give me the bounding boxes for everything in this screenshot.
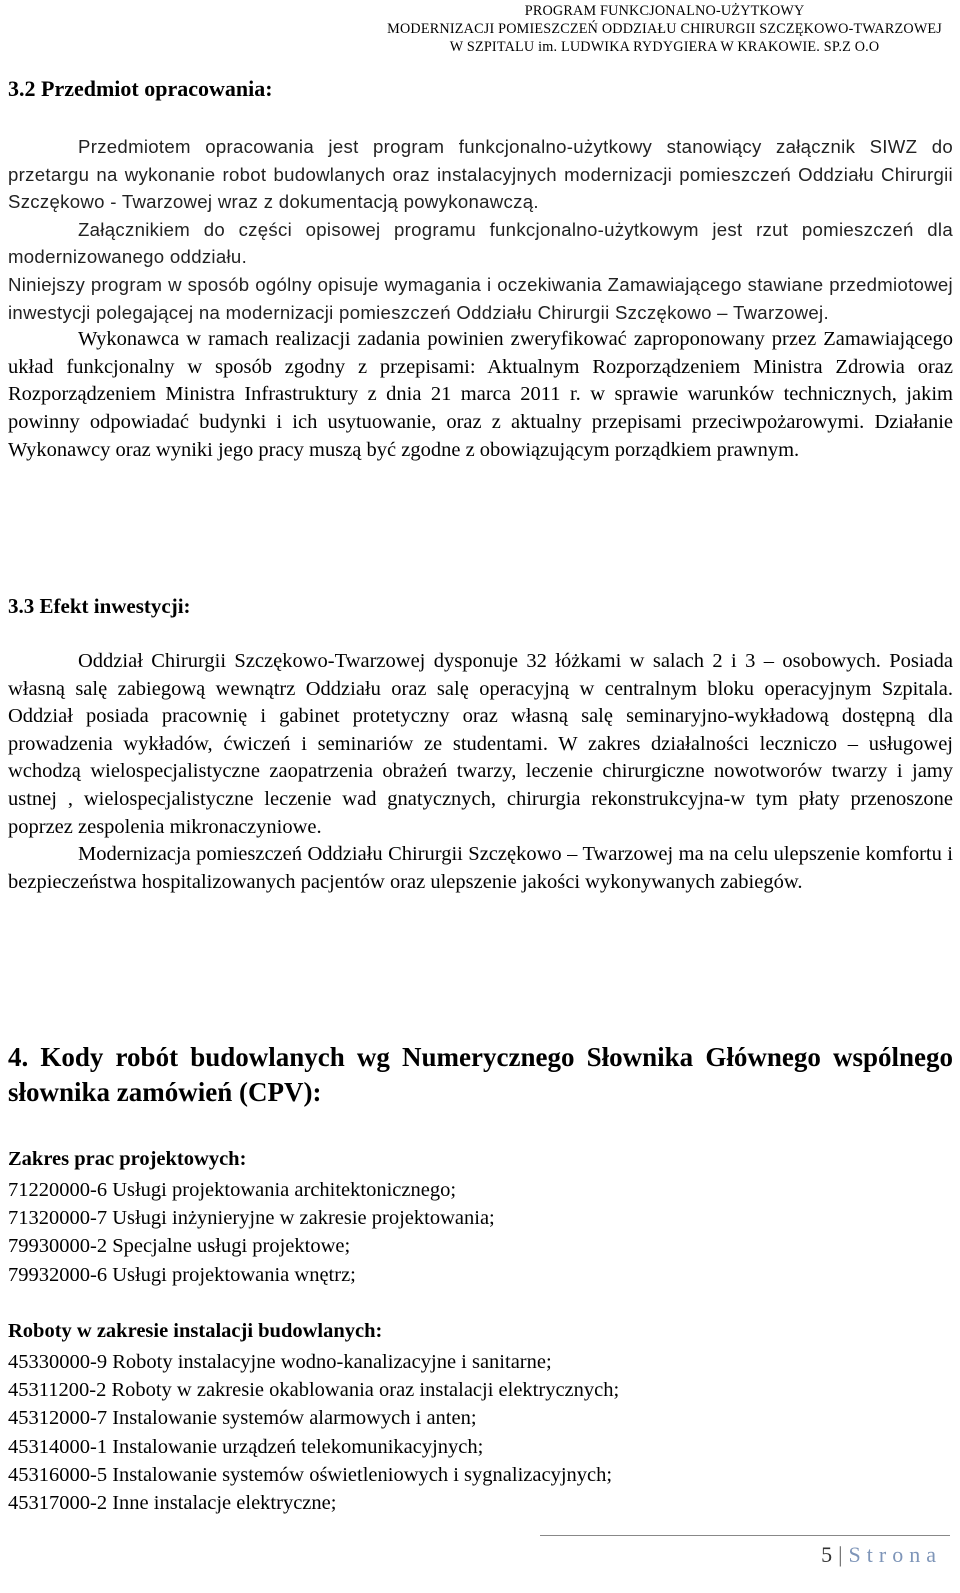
section-3-2-title: 3.2 Przedmiot opracowania: [8, 76, 273, 101]
section-3-3-title: 3.3 Efekt inwestycji: [8, 594, 191, 618]
page-label: Strona [848, 1542, 942, 1567]
design-scope-heading: Zakres prac projektowych: [8, 1148, 247, 1170]
list-item: 45312000-7 Instalowanie systemów alarmowych i anten; [8, 1407, 477, 1430]
list-item: 71220000-6 Usługi projektowania architektonicznego; [8, 1179, 457, 1201]
footer-separator: | [838, 1542, 843, 1567]
list-item: 71320000-7 Usługi inżynieryjne w zakresie projektowania; [8, 1207, 495, 1230]
section-3-2-paragraph-1: Przedmiotem opracowania jest program funkcjonalno-użytkowy stanowiący załącznik SIWZ do przetargu na wykonanie robot budowlanych oraz instalacyjnych modernizacji pomieszczeń Oddziału Chirurgii Szczękowo - Twarzowej wraz z dokumentacją powykonawczą. [8, 136, 953, 213]
section-3-2-body [8, 133, 953, 464]
header-line-2: MODERNIZACJI POMIESZCZEŃ ODDZIAŁU CHIRURGII SZCZĘKOWO-TWARZOWEJ [387, 21, 942, 37]
list-item: 45314000-1 Instalowanie urządzeń telekomunikacyjnych; [8, 1435, 484, 1458]
page-header [387, 2, 942, 56]
header-line-1: PROGRAM FUNKCJONALNO-UŻYTKOWY [524, 3, 805, 19]
installation-works-heading: Roboty w zakresie instalacji budowlanych: [8, 1320, 383, 1342]
list-item: 79932000-6 Usługi projektowania wnętrz; [8, 1263, 356, 1286]
section-4-title: 4. Kody robót budowlanych wg Numerycznego Słownika Głównego wspólnego słownika zamówień (CPV): [8, 1042, 953, 1107]
page-number: 5 [821, 1542, 833, 1567]
design-scope-list [8, 1176, 495, 1289]
list-item: 79930000-2 Specjalne usługi projektowe; [8, 1235, 351, 1258]
installation-works-list [8, 1348, 619, 1517]
section-3-2-paragraph-3: Niniejszy program w sposób ogólny opisuje wymagania i oczekiwania Zamawiającego stawiane przedmiotowej inwestycji polegającej na modernizacji pomieszczeń Oddziału Chirurgii Szczękowo – Twarzowej. [8, 273, 953, 323]
list-item: 45317000-2 Inne instalacje elektryczne; [8, 1492, 337, 1515]
list-item: 45330000-9 Roboty instalacyjne wodno-kanalizacyjne i sanitarne; [8, 1351, 552, 1373]
footer-divider [540, 1535, 950, 1536]
section-3-3-body [8, 648, 953, 896]
section-3-3-paragraph-2: Modernizacja pomieszczeń Oddziału Chirurgii Szczękowo – Twarzowej ma na celu ulepszenie komfortu i bezpieczeństwa hospitalizowanych pacjentów oraz ulepszenie jakości wykonywanych zabiegów. [8, 843, 953, 893]
header-line-3: W SZPITALU im. LUDWIKA RYDYGIERA W KRAKOWIE. SP.Z O.O [449, 39, 880, 55]
section-3-2-paragraph-4: Wykonawca w ramach realizacji zadania powinien zweryfikować zaproponowany przez Zamawiającego układ funkcjonalny w sposób zgodny z przepisami: Aktualnym Rozporządzeniem Ministra Zdrowia oraz Rozporządzeniem Ministra Infrastruktury z dnia 21 marca 2011 r. w sprawie warunków technicznych, jakim powinny odpowiadać budynki i ich usytuowanie, oraz z aktualny przepisami przeciwpożarowymi. Działanie Wykonawcy oraz wyniki jego pracy muszą być zgodne z obowiązującym porządkiem prawnym. [8, 328, 953, 461]
page-footer [821, 1542, 942, 1568]
list-item: 45311200-2 Roboty w zakresie okablowania oraz instalacji elektrycznych; [8, 1379, 620, 1402]
section-3-2-paragraph-2: Załącznikiem do części opisowej programu funkcjonalno-użytkowym jest rzut pomieszczeń dla modernizowanego oddziału. [8, 218, 953, 268]
list-item: 45316000-5 Instalowanie systemów oświetleniowych i sygnalizacyjnych; [8, 1463, 613, 1486]
section-3-3-paragraph-1: Oddział Chirurgii Szczękowo-Twarzowej dysponuje 32 łóżkami w salach 2 i 3 – osobowych. Posiada własną salę zabiegową wewnątrz Oddziału oraz salę operacyjną w centralnym bloku operacyjnym Szpitala. Oddział posiada pracownię i gabinet protetyczny oraz własną salę seminaryjno-wykładową dostępną dla prowadzenia wykładów, ćwiczeń i seminariów ze studentami. W zakres działalności leczniczo – usługowej wchodzą wielospecjalistyczne zaopatrzenia obrażeń twarzy, leczenie chirurgiczne nowotworów twarzy i jamy ustnej , wielospecjalistyczne leczenie wad gnatycznych, chirurgia rekonstrukcyjna-w tym płaty przenoszone poprzez zespolenia mikronaczyniowe. [8, 650, 953, 838]
